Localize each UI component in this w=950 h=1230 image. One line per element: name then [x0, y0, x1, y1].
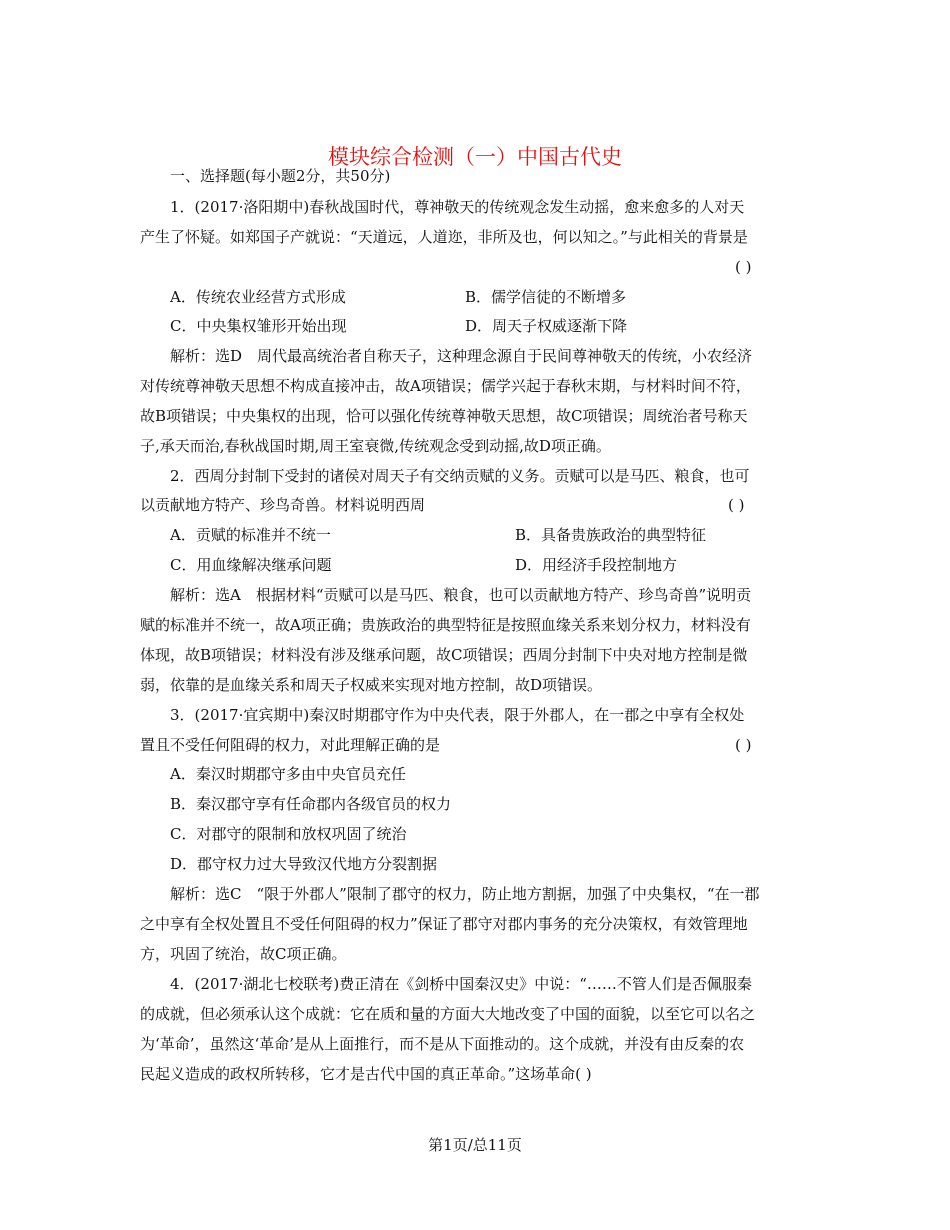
q3-option-a: A．秦汉时期郡守多由中央官员充任 [170, 765, 406, 783]
q1-option-a: A．传统农业经营方式形成 [170, 288, 346, 306]
q2-option-b: B．具备贵族政治的典型特征 [515, 526, 707, 544]
q2-explanation-line4: 弱，依靠的是血缘关系和周天子权威来实现对地方控制，故D项错误。 [140, 676, 603, 694]
q4-stem-line4: 民起义造成的政权所转移，它才是古代中国的真正革命。”这场革命( ) [140, 1065, 592, 1083]
q3-stem-line2: 置且不受任何阻碍的权力，对此理解正确的是 [140, 736, 441, 754]
q4-stem-line2: 的成就，但必须承认这个成就：它在质和量的方面大大地改变了中国的面貌，以至它可以名之 [140, 1005, 756, 1023]
q3-option-b: B．秦汉郡守享有任命郡内各级官员的权力 [170, 795, 452, 813]
q2-explanation-line1: 解析：选A 根据材料“贡赋可以是马匹、粮食，也可以贡献地方特产、珍鸟奇兽”说明贡 [170, 586, 752, 604]
q1-option-c: C．中央集权雏形开始出现 [170, 317, 347, 335]
q2-explanation-line3: 体现，故B项错误；材料没有涉及继承问题，故C项错误；西周分封制下中央对地方控制是微 [140, 646, 748, 664]
q3-option-d: D．郡守权力过大导致汉代地方分裂割据 [170, 855, 438, 873]
q1-explanation-line1: 解析：选D 周代最高统治者自称天子，这种理念源自于民间尊神敬天的传统，小农经济 [170, 347, 753, 365]
q2-explanation-line2: 赋的标准并不统一，故A项正确；贵族政治的典型特征是按照血缘关系来划分权力，材料没有 [140, 616, 751, 634]
section-heading: 一、选择题(每小题2分，共50分) [170, 167, 391, 185]
q1-stem-line1: 1．(2017·洛阳期中)春秋战国时代，尊神敬天的传统观念发生动摇，愈来愈多的人对天 [170, 198, 745, 216]
q4-stem-line3: 为‘革命’，虽然这‘革命’是从上面推行，而不是从下面推动的。这个成就，并没有由反秦的农 [140, 1035, 745, 1053]
q3-explanation-line3: 方，巩固了统治，故C项正确。 [140, 945, 347, 963]
q1-explanation-line2: 对传统尊神敬天思想不构成直接冲击，故A项错误；儒学兴起于春秋末期，与材料时间不符， [140, 377, 751, 395]
q4-stem-line1: 4．(2017·湖北七校联考)费正清在《剑桥中国秦汉史》中说：“……不管人们是否佩服秦 [170, 975, 752, 993]
q2-option-d: D．用经济手段控制地方 [515, 556, 678, 574]
q3-option-c: C．对郡守的限制和放权巩固了统治 [170, 825, 407, 843]
q1-stem-line2: 产生了怀疑。如郑国子产就说：“天道远，人道迩，非所及也，何以知之。”与此相关的背景是 [140, 228, 748, 246]
q2-stem-line2: 以贡献地方特产、珍鸟奇兽。材料说明西周 [140, 496, 426, 514]
q1-option-b: B．儒学信徒的不断增多 [465, 288, 627, 306]
page-footer: 第1页/总11页 [428, 1136, 522, 1154]
q2-stem-line1: 2．西周分封制下受封的诸侯对周天子有交纳贡赋的义务。贡赋可以是马匹、粮食，也可 [170, 467, 750, 485]
q2-option-c: C．用血缘解决继承问题 [170, 556, 332, 574]
q3-explanation-line1: 解析：选C “限于外郡人”限制了郡守的权力，防止地方割据，加强了中央集权，“在一郡 [170, 885, 760, 903]
q3-explanation-line2: 之中享有全权处置且不受任何阻碍的权力”保证了郡守对郡内事务的充分决策权，有效管理地 [140, 915, 748, 933]
q3-stem-line1: 3．(2017·宜宾期中)秦汉时期郡守作为中央代表，限于外郡人，在一郡之中享有全权处 [170, 706, 745, 724]
q2-option-a: A．贡赋的标准并不统一 [170, 526, 331, 544]
page-title: 模块综合检测（一）中国古代史 [328, 145, 622, 169]
q1-explanation-line3: 故B项错误；中央集权的出现，恰可以强化传统尊神敬天思想，故C项错误；周统治者号称天 [140, 407, 748, 425]
q1-explanation-line4: 子,承天而治,春秋战国时期,周王室衰微,传统观念受到动摇,故D项正确。 [140, 437, 611, 455]
q2-answer-paren: ( ) [728, 496, 745, 514]
q3-answer-paren: ( ) [735, 736, 752, 754]
q1-answer-paren: ( ) [735, 258, 752, 276]
q1-option-d: D．周天子权威逐渐下降 [465, 317, 628, 335]
